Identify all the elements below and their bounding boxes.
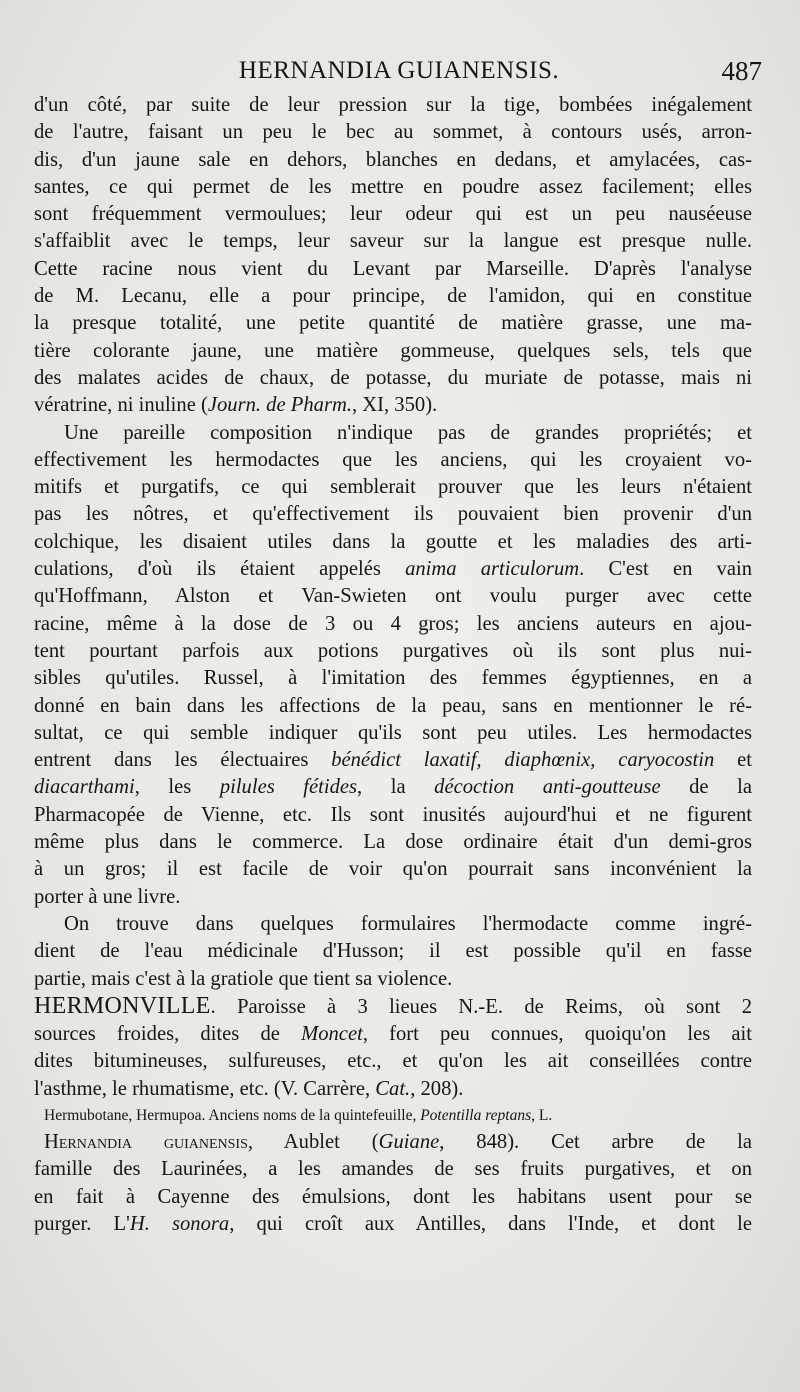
preparation-name: pilules fétides [219, 776, 358, 799]
text-line [34, 1103, 752, 1129]
text-line [34, 1129, 752, 1156]
text-line: sibles qu'utiles. Russel, à l'imitation des femmes égyptiennes, en a [34, 667, 752, 690]
text-line: On trouve dans quelques formulaires l'hermodacte comme ingré- [64, 912, 752, 935]
text-line: mitifs et purgatifs, ce qui semblerait prouver que les leurs n'étaient [34, 476, 752, 499]
text-line: dites bitumineuses, sulfureuses, etc., et qu'on les ait conseillées contre [34, 1050, 752, 1073]
text-span: vératrine, ni inuline ( [34, 394, 208, 417]
text-line [34, 993, 752, 1021]
species-name: H. sonora [129, 1212, 230, 1235]
text-line: de M. Lecanu, elle a pour principe, de l'amidon, qui en constitue [34, 285, 752, 308]
text-line: qu'Hoffmann, Alston et Van-Swieten ont voulu purger avec cette [34, 585, 752, 608]
text-line [34, 747, 752, 774]
text-span: , Aublet ( [247, 1130, 379, 1153]
text-line [34, 556, 752, 583]
text-span: entrent dans les électuaires [34, 749, 332, 772]
text-span: . C'est en vain [579, 558, 753, 581]
entry-hernandia [34, 1129, 752, 1238]
entry-headword: Hernandia guianensis [44, 1130, 248, 1153]
text-line: famille des Laurinées, a les amandes de ses fruits purgatives, et on [34, 1158, 752, 1181]
text-line: sultat, ce qui semble indiquer qu'ils sont peu utiles. Les hermodactes [34, 721, 752, 744]
preparation-names: bénédict laxatif, diaphœnix, caryocostin [331, 749, 715, 772]
preparation-name: décoction anti-goutteuse [434, 776, 661, 799]
text-line [34, 1076, 752, 1103]
page-header [34, 52, 764, 90]
text-line: Cette racine nous vient du Levant par Marseille. D'après l'analyse [34, 257, 752, 280]
text-line [34, 774, 752, 801]
text-line: partie, mais c'est à la gratiole que tient sa violence. [34, 967, 453, 990]
text-line: d'un côté, par suite de leur pression sur la tige, bombées inégalement [34, 94, 752, 116]
latin-term: anima articulorum [405, 558, 580, 581]
text-span: culations, d'où ils étaient appelés [34, 558, 406, 581]
text-span: Hermubotane, Hermupoa. Anciens noms de la quintefeuille, [44, 1106, 421, 1124]
entry-hermubotane [34, 1103, 752, 1129]
text-span: sources froides, dites de [34, 1023, 302, 1046]
citation-italic: Guiane [378, 1130, 440, 1153]
text-span: , la [357, 776, 435, 799]
text-span: , 848). Cet arbre de la [439, 1130, 753, 1153]
paragraph-continuation [34, 92, 752, 420]
text-line: sont fréquemment vermoulues; leur odeur qui est un peu nauséeuse [34, 203, 752, 226]
text-span: l'asthme, le rhumatisme, etc. (V. Carrère, [34, 1077, 376, 1100]
text-span: et [714, 749, 752, 772]
latin-term: Potentilla reptans [420, 1106, 532, 1124]
text-line [34, 392, 752, 419]
text-line: Pharmacopée de Vienne, etc. Ils sont inusités aujourd'hui et ne figurent [34, 803, 752, 826]
text-line: colchique, les disaient utiles dans la goutte et les maladies des arti- [34, 530, 752, 553]
paragraph-composition [34, 420, 752, 911]
text-span: , XI, 350). [351, 394, 438, 417]
text-line: porter à une livre. [34, 885, 181, 908]
text-line: tent pourtant parfois aux potions purgatives où ils sont plus nui- [34, 639, 752, 662]
entry-hermonville [34, 993, 752, 1103]
text-span: , L. [531, 1106, 553, 1124]
text-line: en fait à Cayenne des émulsions, dont les habitans usent pour se [34, 1185, 752, 1208]
citation-italic: Journ. de Pharm. [207, 394, 352, 417]
paragraph-husson [34, 911, 752, 993]
text-line: pas les nôtres, et qu'effectivement ils pouvaient bien provenir d'un [34, 503, 752, 526]
citation-italic: Cat. [375, 1077, 411, 1100]
text-line [34, 1211, 752, 1238]
text-span: , 208). [410, 1077, 464, 1100]
text-span: purger. L' [34, 1212, 130, 1235]
place-name: Moncet [301, 1023, 363, 1046]
page-number: 487 [721, 56, 762, 86]
text-line: Une pareille composition n'indique pas de grandes propriétés; et [64, 421, 752, 444]
preparation-name: diacarthami [34, 776, 135, 799]
text-line: dis, d'un jaune sale en dehors, blanches en dedans, et amylacées, cas- [34, 148, 752, 171]
text-line: de l'autre, faisant un peu le bec au sommet, à contours usés, arron- [34, 121, 752, 144]
text-span: . Paroisse à 3 lieues N.-E. de Reims, où sont 2 [210, 995, 752, 1018]
text-span: , les [134, 776, 220, 799]
text-line: tière colorante jaune, une matière gommeuse, quelques sels, tels que [34, 339, 752, 362]
text-line: effectivement les hermodactes que les anciens, qui les croyaient vo- [34, 448, 752, 471]
text-line: même plus dans le commerce. La dose ordinaire était d'un demi-gros [34, 831, 752, 854]
page-body [34, 92, 752, 1238]
text-line: des malates acides de chaux, de potasse, du muriate de potasse, mais ni [34, 366, 752, 389]
text-span: , fort peu connues, quoiqu'on les ait [362, 1023, 752, 1046]
text-line: racine, même à la dose de 3 ou 4 gros; les anciens auteurs en ajou- [34, 612, 752, 635]
text-line: s'affaiblit avec le temps, leur saveur sur la langue est presque nulle. [34, 230, 752, 253]
text-span: de la [660, 776, 752, 799]
text-line: la presque totalité, une petite quantité de matière grasse, une ma- [34, 312, 752, 335]
text-line: santes, ce qui permet de les mettre en poudre assez facilement; elles [34, 175, 752, 198]
running-title: HERNANDIA GUIANENSIS. [238, 57, 560, 84]
text-line: dient de l'eau médicinale d'Husson; il est possible qu'il en fasse [34, 940, 752, 963]
text-line: à un gros; il est facile de voir qu'on pourrait sans inconvénient la [34, 858, 752, 881]
text-line: donné en bain dans les affections de la peau, sans en mentionner le ré- [34, 694, 752, 717]
text-line [34, 1021, 752, 1048]
entry-headword: HERMONVILLE [34, 992, 211, 1019]
text-span: , qui croît aux Antilles, dans l'Inde, et dont le [229, 1212, 752, 1235]
